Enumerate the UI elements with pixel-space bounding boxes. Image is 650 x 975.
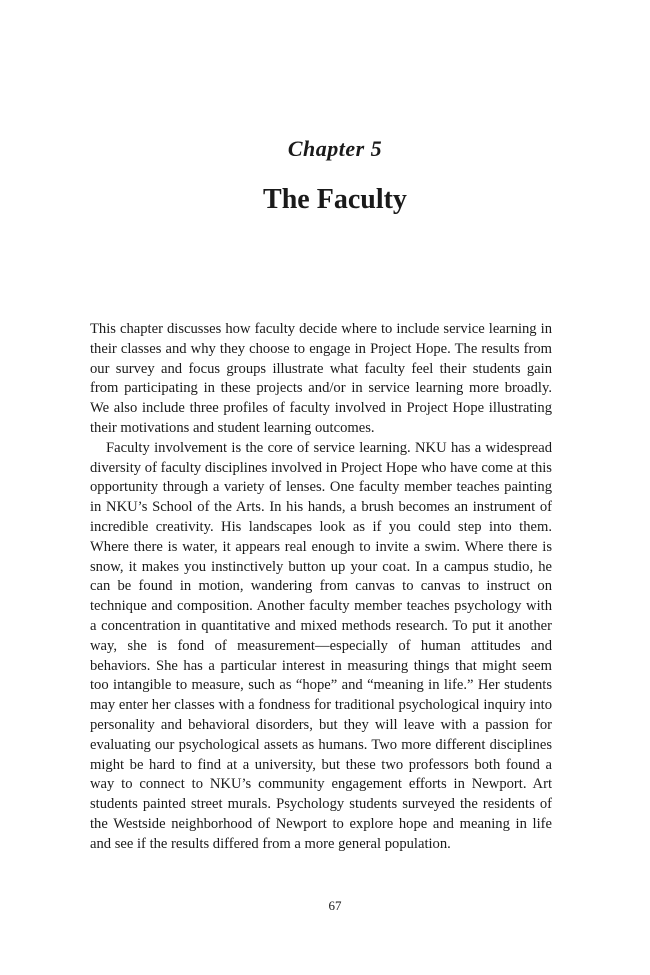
body-text — [90, 320, 552, 855]
paragraph: Faculty involvement is the core of service learning. NKU has a widespread diversity of faculty disciplines involved in Project Hope who have come at this opportunity through a variety of lenses. One faculty member teaches painting in NKU’s School of the Arts. In his hands, a brush becomes an instrument of incredible creativity. His landscapes look as if you could step into them. Where there is water, it appears real enough to invite a swim. Where there is snow, it makes you instinctively button up your coat. In a campus studio, he can be found in motion, wandering from canvas to canvas to instruct on technique and composition. Another faculty member teaches psychology with a concentration in quantitative and mixed methods research. To put it another way, she is fond of measurement—especially of human attitudes and behaviors. She has a particular interest in measuring things that might seem too intangible to measure, such as “hope” and “meaning in life.” Her students may enter her classes with a fondness for traditional psychological inquiry into personality and behavioral disorders, but they will leave with a passion for evaluating our psychological assets as humans. Two more different disciplines might be hard to find at a university, but these two professors both found a way to connect to NKU’s community engagement efforts in Newport. Art students painted street murals. Psychology students surveyed the residents of the Westside neighborhood of Newport to explore hope and meaning in life and see if the results differed from a more general population. — [90, 439, 552, 852]
paragraph: This chapter discusses how faculty decide where to include service learning in their classes and why they choose to engage in Project Hope. The results from our survey and focus groups illustrate what faculty feel their students gain from participating in these projects and/or in service learning more broadly. We also include three profiles of faculty involved in Project Hope illustrating their motivations and student learning outcomes. — [90, 321, 552, 436]
page-number: 67 — [328, 898, 342, 913]
chapter-label: Chapter 5 — [287, 136, 383, 161]
chapter-title: The Faculty — [263, 184, 407, 215]
